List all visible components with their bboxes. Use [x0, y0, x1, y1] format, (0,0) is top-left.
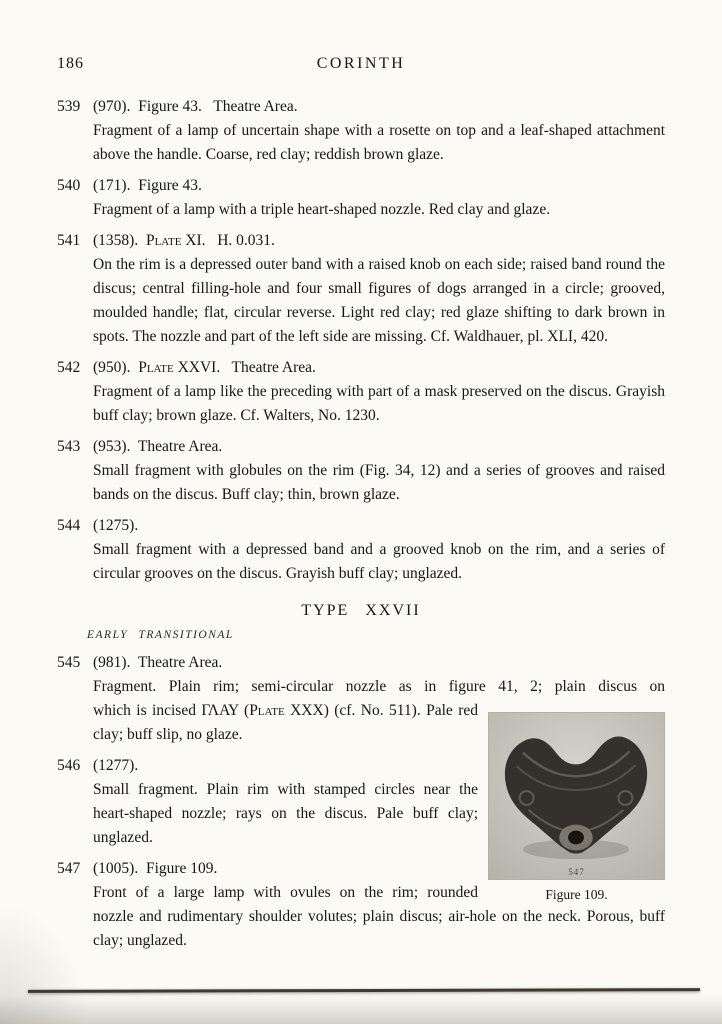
running-head: CORINTH [316, 55, 406, 72]
text-run: which is incised ΓΛΑΥ ( [93, 702, 250, 719]
text-run: (981). Theatre Area. [93, 654, 223, 671]
figure-109 [488, 712, 665, 903]
entry-number: 545 [57, 654, 81, 671]
entry-body [93, 538, 665, 586]
entry-body [93, 198, 665, 222]
catalog-entry-544 [57, 514, 665, 586]
entry-number: 541 [57, 232, 81, 249]
text-run: (1358). [93, 232, 146, 249]
entry-heading [57, 95, 665, 119]
section-subtitle: EARLY TRANSITIONAL [87, 629, 234, 641]
entry-number: 544 [57, 517, 81, 534]
entry-number: 542 [57, 359, 81, 376]
text-run: (950). [93, 359, 139, 376]
entry-body [93, 675, 665, 699]
catalog-entry-542 [57, 356, 665, 428]
text-run: Fragment of a lamp like the preceding with part of a mask preserved on the discus. Grayish buff clay; brown glaze. Cf. Walters, No. 1230. [93, 383, 665, 424]
text-run: On the rim is a depressed outer band with a raised knob on each side; raised band round the discus; central filling-hole and four small figures of dogs arranged in a circle; grooved, moulded handle; flat, circular reverse. Light red clay; red glaze shifting to dark brown in spots. The nozzle and part of the left side are missing. Cf. Waldhauer, pl. XLI, 420. [93, 256, 665, 345]
plate-reference: Plate XXVI. [138, 359, 221, 376]
entry-heading [57, 229, 665, 253]
figure-caption: Figure 109. [545, 887, 608, 902]
text-run: nozzle and rudimentary shoulder volutes; plain discus; air-hole on the neck. Porous, buff clay; unglazed. [93, 908, 665, 949]
entry-heading [57, 356, 665, 380]
text-run: Fragment of a lamp of uncertain shape with a rosette on top and a leaf-shaped attachment above the handle. Coarse, red clay; reddish brown glaze. [93, 122, 665, 163]
text-run: (1005). Figure 109. [93, 860, 218, 877]
text-run: Theatre Area. [220, 359, 316, 376]
section-title: TYPE XXVII [301, 602, 421, 619]
entry-number: 539 [57, 98, 81, 115]
entries-top [57, 95, 665, 586]
catalog-entry-541 [57, 229, 665, 349]
entry-number: 547 [57, 860, 81, 877]
entry-heading [57, 174, 665, 198]
entry-number: 540 [57, 177, 81, 194]
plate-reference: Plate XI. [145, 232, 206, 249]
text-run: Small fragment with globules on the rim (Fig. 34, 12) and a series of grooves and raised bands on the discus. Buff clay; thin, brown glaze. [93, 462, 665, 503]
text-run: Fragment. Plain rim; semi-circular nozzle as in figure 41, 2; plain discus on [93, 678, 665, 695]
text-run: ) (cf. No. 511). Pale red clay; buff slip, no glaze. [93, 702, 478, 743]
scan-bottom-fade [0, 994, 722, 1024]
text-run: Fragment of a lamp with a triple heart-shaped nozzle. Red clay and glaze. [93, 201, 551, 218]
text-run: (1277). [93, 757, 139, 774]
text-run: (953). Theatre Area. [93, 438, 223, 455]
entry-heading [57, 651, 665, 675]
section-heading [57, 602, 665, 641]
photo-inset-number: 547 [568, 867, 585, 877]
catalog-entry-540 [57, 174, 665, 222]
entry-heading [57, 514, 665, 538]
text-run: (970). Figure 43. Theatre Area. [93, 98, 298, 115]
scan-edge-shadow [28, 988, 700, 993]
entry-body [93, 119, 665, 167]
entry-body [93, 253, 665, 349]
plate-reference: Plate XXX [249, 702, 324, 719]
text-run: Front of a large lamp with ovules on the rim; rounded [93, 884, 478, 901]
page-number: 186 [57, 55, 84, 72]
entry-body [93, 905, 665, 953]
text-run: H. 0.031. [205, 232, 275, 249]
text-run: Small fragment. Plain rim with stamped circles near the heart-shaped nozzle; rays on the discus. Pale buff clay; unglazed. [93, 781, 478, 846]
lamp-photo [488, 712, 665, 880]
entry-heading [57, 435, 665, 459]
catalog-entry-543 [57, 435, 665, 507]
entry-number: 543 [57, 438, 81, 455]
entry-body [93, 459, 665, 507]
page-header [57, 55, 665, 79]
lamp-fragment-illustration [489, 713, 664, 879]
text-run: (1275). [93, 517, 139, 534]
catalog-entry-539 [57, 95, 665, 167]
entry-number: 546 [57, 757, 81, 774]
entry-body [93, 380, 665, 428]
text-run: (171). Figure 43. [93, 177, 202, 194]
text-run: Small fragment with a depressed band and a grooved knob on the rim, and a series of circular grooves on the discus. Grayish buff clay; unglazed. [93, 541, 665, 582]
